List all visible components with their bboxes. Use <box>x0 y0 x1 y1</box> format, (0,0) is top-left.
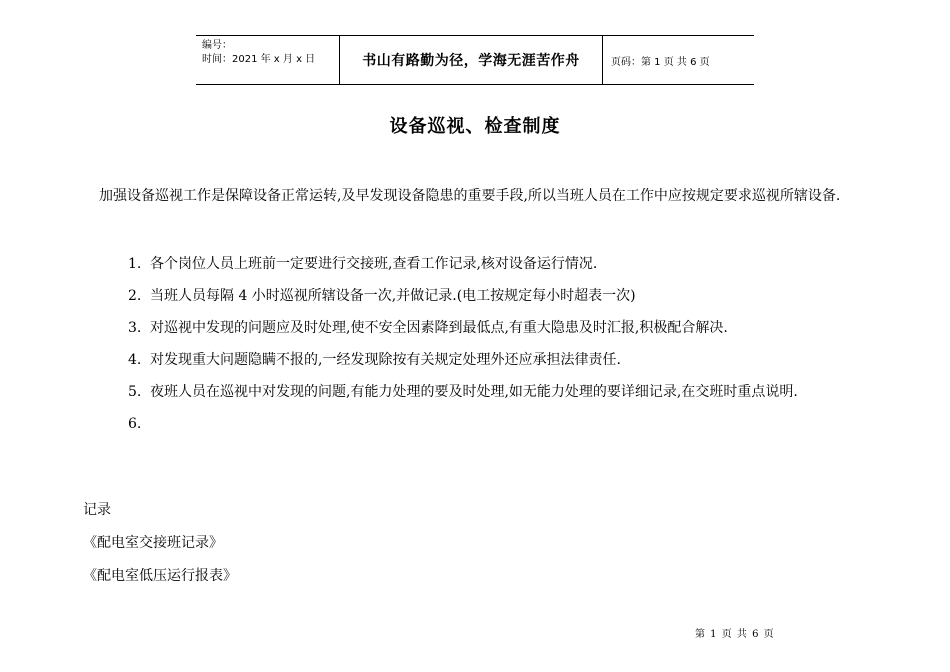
rule-number: 6. <box>128 416 142 432</box>
header-page-info: 页码：第 1 页 共 6 页 <box>611 56 710 68</box>
rule-number: 1. <box>128 256 142 272</box>
rule-number: 3. <box>128 320 142 336</box>
rule-item-1 <box>128 248 873 280</box>
rule-text: 夜班人员在巡视中对发现的问题,有能力处理的要及时处理,如无能力处理的要详细记录,在交班时重点说明. <box>150 384 798 400</box>
record-entry: 《配电室低压运行报表》 <box>83 568 237 584</box>
record-entry: 《配电室交接班记录》 <box>83 535 223 551</box>
header-meta <box>196 36 339 84</box>
rule-item-3 <box>128 312 873 344</box>
rule-item-5 <box>128 376 873 408</box>
rule-list <box>128 248 873 440</box>
records-label: 记录 <box>83 502 111 518</box>
rule-text: 对发现重大问题隐瞒不报的,一经发现除按有关规定处理外还应承担法律责任. <box>150 352 621 368</box>
rule-text <box>150 408 873 440</box>
document-title: 设备巡视、检查制度 <box>389 116 561 137</box>
rule-item-4 <box>128 344 873 376</box>
intro-paragraph: 加强设备巡视工作是保障设备正常运转,及早发现设备隐患的重要手段,所以当班人员在工作中应按规定要求巡视所辖设备. <box>99 188 841 204</box>
rule-text: 各个岗位人员上班前一定要进行交接班,查看工作记录,核对设备运行情况. <box>150 256 598 272</box>
rule-text: 对巡视中发现的问题应及时处理,使不安全因素降到最低点,有重大隐患及时汇报,积极配合解决. <box>150 320 728 336</box>
rule-item-2 <box>128 280 873 312</box>
header-motto: 书山有路勤为径，学海无涯苦作舟 <box>339 36 603 84</box>
rule-number: 2. <box>128 288 142 304</box>
rule-item-6 <box>128 408 873 440</box>
code-label: 编号： <box>202 40 232 51</box>
rule-text: 当班人员每隔 4 小时巡视所辖设备一次,并做记录.(电工按规定每小时超表一次) <box>150 288 636 304</box>
time-label: 时间：2021 年 x 月 x 日 <box>202 54 316 65</box>
page-header <box>196 35 754 85</box>
page-footer: 第 1 页 共 6 页 <box>695 629 775 640</box>
rule-number: 5. <box>128 384 142 400</box>
rule-number: 4. <box>128 352 142 368</box>
records-section <box>83 494 237 593</box>
